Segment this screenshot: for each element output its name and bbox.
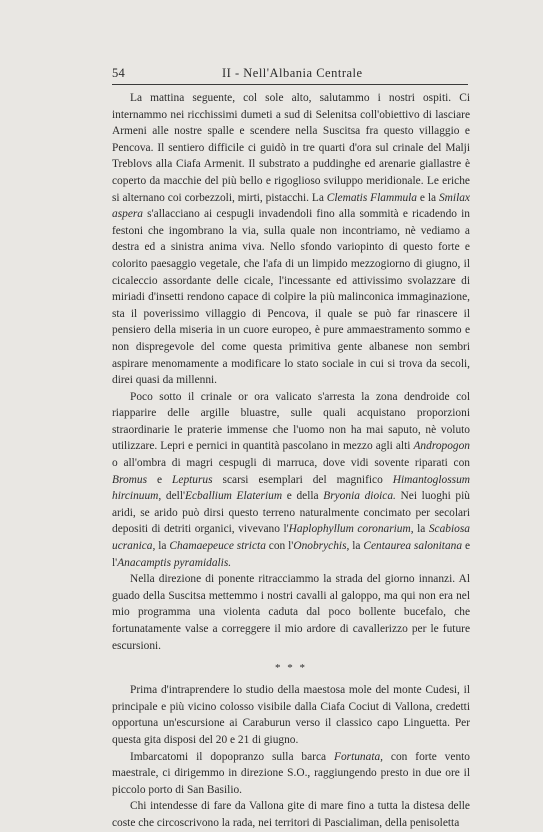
italic-run: Lepturus (172, 473, 213, 486)
text-run: s'allacciano ai cespugli invadendoli fino alla sommità e ricadendo in festoni che ingombrano la via, sulla quale non incontriamo, nè vediamo a destra ed a sinistra anima viva. Nello sfondo variopinto di questo forte e colorito paesaggio vegetale, che l'afa di un limpido mezzogiorno di giugno, il cicaleccio assordante delle cicale, l'incessante ed attivissimo svolazzare di miriadi d'insetti rendono capace di colpire la più malinconica immaginazione, sta il poverissimo villaggio di Pencova, il quale se può far rinascere il pensiero della miseria in un cuore europeo, è pure ammaestramento sommo e non dispregevole del come questa primitiva gente albanese non sembri aspirare menomamente a modificare lo stato sociale in cui si trova da secoli, direi quasi da millenni. (112, 208, 470, 387)
text-run: La mattina seguente, col sole alto, salutammo i nostri ospiti. Ci internammo nei ricchissimi dumeti a sud di Selenitsa coll'obiettivo di lasciare Armeni alle nostre spalle e scendere nella Suscitsa fra questo villaggio e Pencova. Il sentiero difficile ci guidò in tre quarti d'ora sul crinale del Malji Treblovs alla Ciafa Armenit. Il substrato a puddinghe ed arenarie giallastre è coperto da macchie del più bello e rigoglioso sviluppo meridionale. Le eriche si alternano coi corbezzoli, mirti, pistacchi. La (112, 92, 470, 204)
page-number: 54 (112, 66, 126, 80)
text-run: Chi intendesse di fare da Vallona gite di mare fino a tutta la distesa delle coste che circoscrivono la rada, nei territori di Pascialiman, della penisoletta (112, 800, 470, 829)
page-header (112, 66, 468, 85)
text-run: Imbarcatomi il dopopranzo sulla barca (130, 750, 334, 763)
paragraphs-before-break (112, 90, 470, 654)
text-run: e (147, 473, 173, 486)
text-run: e la (417, 191, 439, 204)
italic-run: Haplophyllum coronarium, (288, 523, 414, 536)
text-run: dell' (161, 490, 186, 503)
text-run: la (349, 540, 364, 553)
italic-run: Andropogon (413, 440, 470, 453)
text-run: o all'ombra di magri cespugli di marruca, dove vidi sovente riparati con (112, 457, 470, 470)
paragraph (112, 90, 470, 389)
italic-run: Scabiosa ucranica, (112, 523, 470, 553)
text-run: con l' (265, 540, 294, 553)
text-run: Nella direzione di ponente ritracciammo la strada del giorno innanzi. Al guado della Suscitsa mettemmo i nostri cavalli al galoppo, ma qui non era nel mio programma una violenta caduta dal poco bollente bucefalo, che fortunatamente valse a correggere il mio ardore di cavallerizzo per le future escursioni. (112, 573, 470, 652)
text-run: la (155, 540, 170, 553)
running-title: II - Nell'Albania Centrale (222, 66, 363, 80)
italic-run: Fortunata, (333, 750, 384, 763)
paragraph (112, 798, 470, 831)
italic-run: Chamaepeuce stricta (169, 540, 266, 553)
italic-run: Smilax aspera (112, 191, 470, 221)
text-run: Prima d'intraprendere lo studio della maestosa mole del monte Cudesi, il principale e più vicino colosso visibile dalla Ciafa Cociut di Vallona, credetti opportuna un'escursione ai Caraburun verso il classico capo Linguetta. Per questa gita disposi del 20 e 21 di giugno. (112, 684, 470, 746)
text-run: la (413, 523, 429, 536)
section-break: * * * (275, 662, 307, 675)
italic-run: Anacamptis pyramidalis. (117, 556, 232, 569)
italic-run: Bryonia dioica. (323, 490, 396, 503)
text-run: Nei luoghi più aridi, se arido può dirsi questo terreno naturalmente concimato per secolari depositi di detriti organici, vivevano l' (112, 490, 470, 536)
text-run: scarsi esemplari del magnifico (212, 473, 393, 486)
paragraph (112, 749, 470, 799)
paragraphs-after-break (112, 682, 470, 831)
italic-run: Himantoglossum hircinuum, (112, 473, 470, 503)
paragraph (112, 682, 470, 748)
italic-run: Centaurea salonitana (363, 540, 463, 553)
italic-run: Ecballium Elaterium (185, 490, 283, 503)
text-run: con forte vento maestrale, ci dirigemmo in direzione S.O., raggiungendo presto in due ore il piccolo porto di San Basilio. (112, 750, 470, 796)
text-run: e l' (112, 540, 470, 569)
paragraph (112, 571, 470, 654)
body-text (112, 90, 470, 832)
italic-run: Onobrychis, (293, 540, 350, 553)
paragraph (112, 389, 470, 572)
italic-run: Clematis Flammula (326, 191, 418, 204)
text-run: e della (282, 490, 324, 503)
text-run: Poco sotto il crinale or ora valicato s'arresta la zona dendroide col riapparire delle argille bluastre, sulle quali acquistano proporzioni straordinarie le praterie immense che l'uomo non ha mai saputo, nè voluto utilizzare. Lepri e pernici in quantità pascolano in mezzo agli alti (112, 390, 470, 453)
italic-run: Bromus (112, 473, 148, 486)
